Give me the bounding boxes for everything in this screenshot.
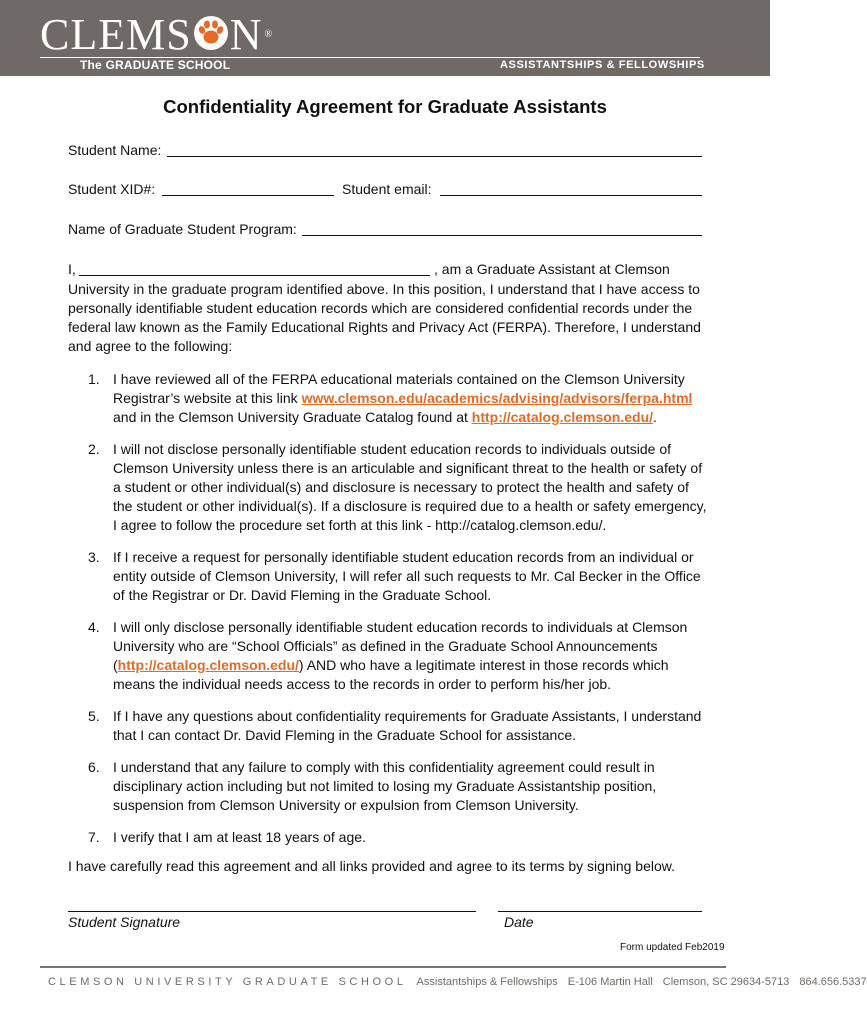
form-updated-note: Form updated Feb2019 [620, 942, 725, 953]
item-number: 4. [88, 619, 100, 635]
signature-label: Student Signature [68, 914, 181, 930]
item-text: If I have any questions about confidentiality requirements for Graduate Assistants, I understand that I can contact Dr. David Fleming in the Graduate School for assistance. [113, 708, 702, 743]
item-number: 5. [88, 708, 100, 724]
catalog-link[interactable]: http://catalog.clemson.edu/ [471, 409, 654, 425]
agreement-list [68, 370, 708, 860]
footer-office: Assistantships & Fellowships [416, 976, 558, 988]
logo-text-right: N [229, 10, 263, 59]
item-text: . [653, 409, 657, 425]
intro-prefix: I, [68, 261, 76, 277]
list-item [68, 758, 708, 815]
ferpa-link[interactable]: www.clemson.edu/academics/advising/advisors/ferpa.html [301, 390, 693, 406]
student-xid-label: Student XID#: [68, 181, 156, 197]
document-title: Confidentiality Agreement for Graduate Assistants [163, 96, 607, 117]
date-label: Date [504, 914, 534, 930]
footer-org: CLEMSON UNIVERSITY GRADUATE SCHOOL [48, 976, 407, 988]
header-banner [0, 0, 770, 76]
graduate-school-label: The GRADUATE SCHOOL [80, 58, 231, 72]
item-text: and in the Clemson University Graduate Catalog found at [113, 409, 472, 425]
footer-divider [40, 966, 726, 968]
name-blank-field[interactable] [79, 275, 430, 276]
list-item [68, 828, 708, 847]
item-text: If I receive a request for personally identifiable student education records from an individual or entity outside of Clemson University, I will refer all such requests to Mr. Cal Becker in the Office of the Registrar or Dr. David Fleming in the Graduate School. [113, 549, 701, 603]
registered-mark: ® [264, 29, 274, 40]
item-number: 6. [88, 759, 100, 775]
footer-phone: 864.656.5337 [799, 976, 867, 988]
item-number: 1. [88, 371, 100, 387]
item-number: 7. [88, 829, 100, 845]
program-field[interactable] [302, 235, 702, 236]
clemson-logo [40, 12, 273, 58]
item-text: I will only disclose personally identifiable student education records to individuals at Clemson University who are “School Officials” as defined in the Graduate School Announcements ( [113, 619, 688, 673]
item-text: ) AND who have a legitimate interest in those records which means the individual needs access to the records in order to perform his/her job. [113, 657, 669, 692]
intro-suffix: , am a Graduate Assistant at Clemson [434, 261, 670, 277]
signature-field[interactable] [68, 911, 476, 912]
student-name-label: Student Name: [68, 142, 162, 158]
logo-text-left: CLEMS [40, 10, 192, 59]
department-label: ASSISTANTSHIPS & FELLOWSHIPS [500, 59, 705, 71]
item-number: 3. [88, 549, 100, 565]
list-item [68, 707, 708, 745]
intro-body: University in the graduate program identified above. In this position, I understand that I have access to personally identifiable student education records which are considered confidential records under the federal law known as the Family Educational Rights and Privacy Act (FERPA). Therefore, I understand and agree to the following: [68, 281, 701, 354]
item-text: I have reviewed all of the FERPA educational materials contained on the Clemson University Registrar’s website at this link [113, 371, 685, 406]
student-email-label: Student email: [342, 181, 432, 197]
student-email-field[interactable] [440, 195, 702, 196]
date-field[interactable] [498, 911, 702, 912]
student-xid-field[interactable] [162, 195, 334, 196]
footer [48, 976, 867, 988]
footer-address: E-106 Martin Hall [567, 976, 653, 988]
item-text: I will not disclose personally identifiable student education records to individuals outside of Clemson University unless there is an articulable and significant threat to the health or safety of a student or other individual(s) and disclosure is necessary to protect the health and safety of the student or other individual(s). If a disclosure is required due to a health or safety emergency, I agree to follow the procedure set forth at this link - http://catalog.clemson.edu/. [113, 441, 707, 533]
list-item [68, 548, 708, 605]
list-item [68, 618, 708, 694]
catalog-link[interactable]: http://catalog.clemson.edu/ [117, 657, 299, 673]
item-text: I verify that I am at least 18 years of age. [113, 829, 366, 845]
intro-first-line [68, 261, 76, 277]
item-text: I understand that any failure to comply with this confidentiality agreement could result in disciplinary action including but not limited to losing my Graduate Assistantship position, suspension from Clemson University or expulsion from Clemson University. [113, 759, 657, 813]
student-name-field[interactable] [167, 156, 702, 157]
item-number: 2. [88, 441, 100, 457]
list-item [68, 440, 708, 535]
closing-statement: I have carefully read this agreement and all links provided and agree to its terms by signing below. [68, 858, 676, 874]
footer-city: Clemson, SC 29634-5713 [662, 976, 790, 988]
program-label: Name of Graduate Student Program: [68, 221, 297, 237]
tiger-paw-icon [193, 14, 229, 50]
list-item [68, 370, 708, 427]
